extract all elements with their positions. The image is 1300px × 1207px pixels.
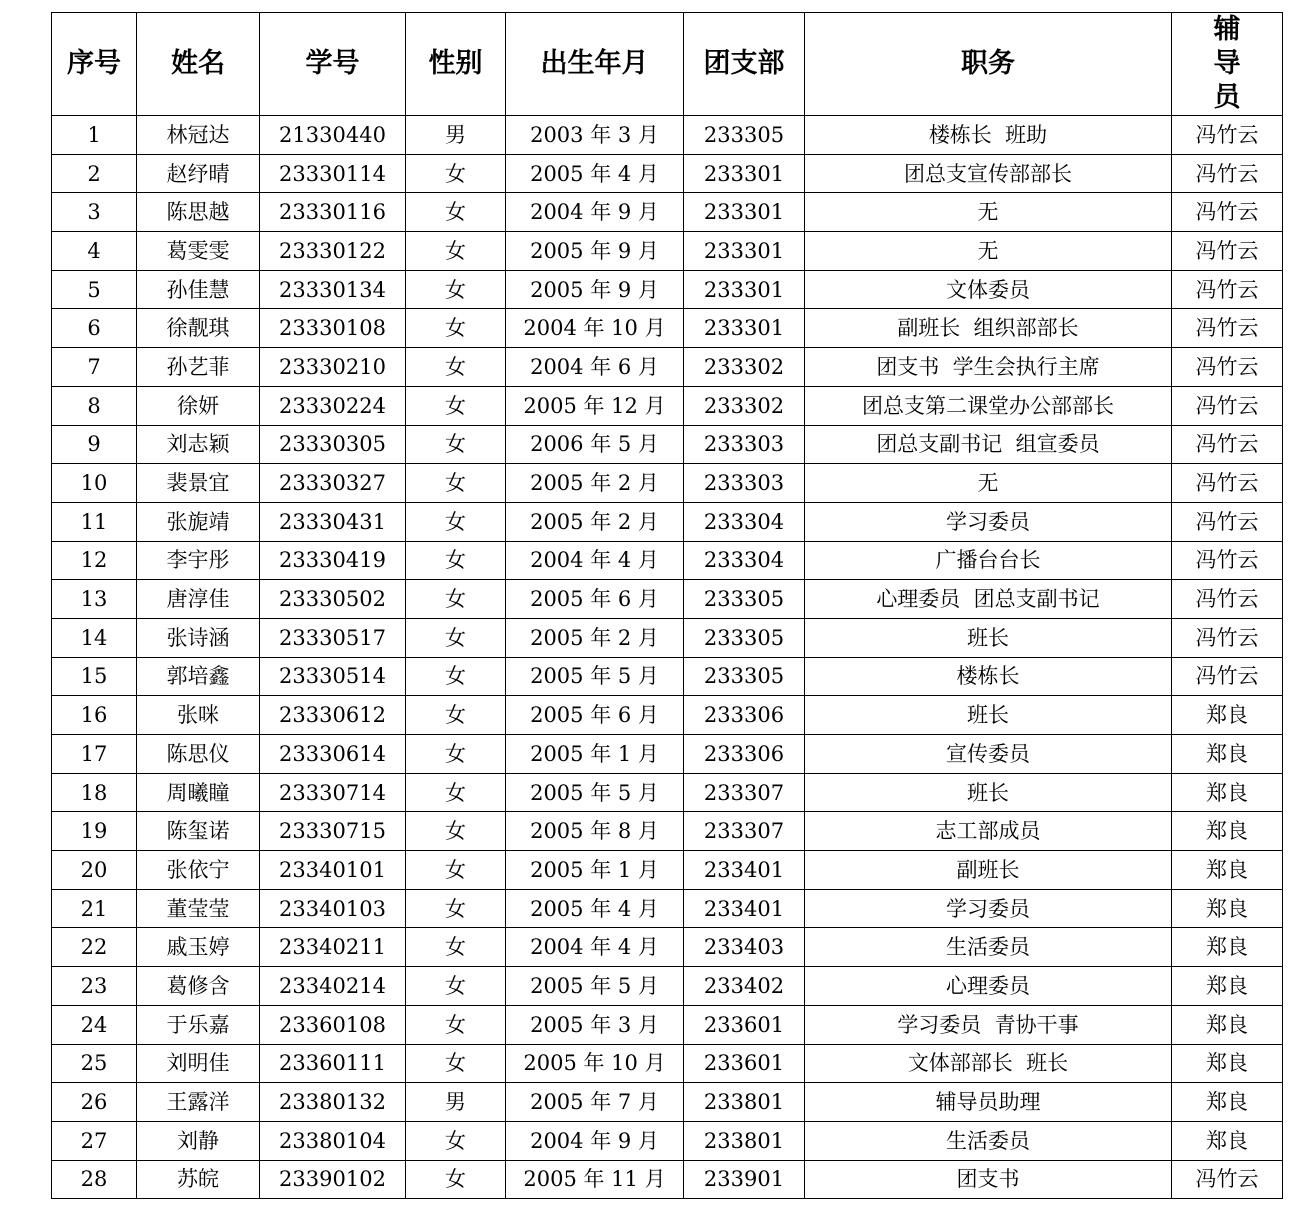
cell-position: 无 <box>805 232 1172 271</box>
cell-counselor: 郑良 <box>1172 1044 1283 1083</box>
cell-index: 13 <box>52 580 137 619</box>
table-row <box>52 1005 1283 1044</box>
cell-position: 生活委员 <box>805 1121 1172 1160</box>
cell-name: 陈思越 <box>137 193 260 232</box>
cell-branch: 233403 <box>684 928 805 967</box>
cell-name: 董莹莹 <box>137 889 260 928</box>
cell-name: 裴景宜 <box>137 464 260 503</box>
cell-branch: 233301 <box>684 270 805 309</box>
cell-position: 学习委员 青协干事 <box>805 1005 1172 1044</box>
cell-name: 戚玉婷 <box>137 928 260 967</box>
cell-gender: 女 <box>406 735 506 774</box>
cell-birth: 2005 年 5 月 <box>506 967 684 1006</box>
cell-branch: 233301 <box>684 232 805 271</box>
table-row <box>52 270 1283 309</box>
cell-branch: 233305 <box>684 580 805 619</box>
cell-index: 26 <box>52 1083 137 1122</box>
cell-counselor: 郑良 <box>1172 851 1283 890</box>
cell-name: 孙艺菲 <box>137 348 260 387</box>
cell-birth: 2004 年 6 月 <box>506 348 684 387</box>
cell-name: 于乐嘉 <box>137 1005 260 1044</box>
header-gender: 性别 <box>406 13 506 116</box>
cell-name: 林冠达 <box>137 116 260 155</box>
cell-counselor: 郑良 <box>1172 1005 1283 1044</box>
cell-counselor: 冯竹云 <box>1172 425 1283 464</box>
cell-branch: 233801 <box>684 1083 805 1122</box>
cell-birth: 2004 年 4 月 <box>506 541 684 580</box>
cell-index: 17 <box>52 735 137 774</box>
cell-index: 12 <box>52 541 137 580</box>
cell-birth: 2004 年 4 月 <box>506 928 684 967</box>
cell-position: 团支书 学生会执行主席 <box>805 348 1172 387</box>
cell-birth: 2005 年 9 月 <box>506 232 684 271</box>
cell-student-id: 23330134 <box>260 270 406 309</box>
cell-gender: 女 <box>406 928 506 967</box>
cell-branch: 233601 <box>684 1005 805 1044</box>
cell-birth: 2005 年 11 月 <box>506 1160 684 1199</box>
table-row <box>52 541 1283 580</box>
cell-branch: 233306 <box>684 696 805 735</box>
cell-student-id: 23330517 <box>260 618 406 657</box>
cell-index: 22 <box>52 928 137 967</box>
cell-student-id: 23330419 <box>260 541 406 580</box>
cell-branch: 233402 <box>684 967 805 1006</box>
cell-student-id: 23330116 <box>260 193 406 232</box>
cell-gender: 女 <box>406 967 506 1006</box>
cell-position: 班长 <box>805 773 1172 812</box>
cell-name: 陈思仪 <box>137 735 260 774</box>
table-row <box>52 193 1283 232</box>
cell-name: 刘明佳 <box>137 1044 260 1083</box>
table-row <box>52 967 1283 1006</box>
cell-branch: 233304 <box>684 502 805 541</box>
table-row <box>52 812 1283 851</box>
cell-name: 陈玺诺 <box>137 812 260 851</box>
cell-counselor: 郑良 <box>1172 773 1283 812</box>
cell-student-id: 23330614 <box>260 735 406 774</box>
table-row <box>52 889 1283 928</box>
cell-index: 4 <box>52 232 137 271</box>
table-row <box>52 154 1283 193</box>
cell-birth: 2005 年 5 月 <box>506 773 684 812</box>
table-body <box>52 116 1283 1199</box>
cell-student-id: 23340103 <box>260 889 406 928</box>
cell-name: 唐淳佳 <box>137 580 260 619</box>
cell-position: 宣传委员 <box>805 735 1172 774</box>
cell-birth: 2005 年 10 月 <box>506 1044 684 1083</box>
cell-index: 27 <box>52 1121 137 1160</box>
cell-index: 5 <box>52 270 137 309</box>
table-row <box>52 464 1283 503</box>
header-birth: 出生年月 <box>506 13 684 116</box>
cell-position: 广播台台长 <box>805 541 1172 580</box>
table-row <box>52 618 1283 657</box>
cell-student-id: 23340101 <box>260 851 406 890</box>
table-row <box>52 696 1283 735</box>
cell-counselor: 冯竹云 <box>1172 618 1283 657</box>
header-counselor: 辅导员 <box>1172 13 1283 116</box>
cell-gender: 女 <box>406 464 506 503</box>
cell-position: 副班长 组织部部长 <box>805 309 1172 348</box>
table-row <box>52 386 1283 425</box>
cell-position: 无 <box>805 464 1172 503</box>
cell-index: 9 <box>52 425 137 464</box>
cell-birth: 2005 年 12 月 <box>506 386 684 425</box>
table-row <box>52 232 1283 271</box>
cell-name: 郭培鑫 <box>137 657 260 696</box>
cell-index: 8 <box>52 386 137 425</box>
table-row <box>52 1121 1283 1160</box>
table-header-row <box>52 13 1283 116</box>
cell-birth: 2004 年 9 月 <box>506 1121 684 1160</box>
cell-counselor: 冯竹云 <box>1172 348 1283 387</box>
cell-student-id: 23340214 <box>260 967 406 1006</box>
cell-branch: 233302 <box>684 386 805 425</box>
cell-index: 23 <box>52 967 137 1006</box>
cell-counselor: 冯竹云 <box>1172 464 1283 503</box>
cell-counselor: 郑良 <box>1172 889 1283 928</box>
cell-student-id: 23330210 <box>260 348 406 387</box>
cell-counselor: 郑良 <box>1172 812 1283 851</box>
cell-birth: 2004 年 10 月 <box>506 309 684 348</box>
cell-index: 2 <box>52 154 137 193</box>
cell-position: 团支书 <box>805 1160 1172 1199</box>
cell-branch: 233301 <box>684 154 805 193</box>
cell-birth: 2005 年 9 月 <box>506 270 684 309</box>
cell-branch: 233306 <box>684 735 805 774</box>
cell-name: 周曦瞳 <box>137 773 260 812</box>
cell-birth: 2004 年 9 月 <box>506 193 684 232</box>
cell-counselor: 郑良 <box>1172 696 1283 735</box>
cell-branch: 233301 <box>684 309 805 348</box>
cell-counselor: 冯竹云 <box>1172 541 1283 580</box>
cell-name: 孙佳慧 <box>137 270 260 309</box>
cell-gender: 女 <box>406 1044 506 1083</box>
cell-index: 28 <box>52 1160 137 1199</box>
cell-student-id: 23330514 <box>260 657 406 696</box>
cell-birth: 2005 年 6 月 <box>506 580 684 619</box>
cell-gender: 女 <box>406 502 506 541</box>
cell-student-id: 23330715 <box>260 812 406 851</box>
table-row <box>52 1083 1283 1122</box>
cell-index: 7 <box>52 348 137 387</box>
cell-name: 张旎靖 <box>137 502 260 541</box>
cell-branch: 233401 <box>684 851 805 890</box>
cell-birth: 2005 年 4 月 <box>506 154 684 193</box>
cell-position: 团总支副书记 组宣委员 <box>805 425 1172 464</box>
cell-student-id: 23330502 <box>260 580 406 619</box>
cell-gender: 女 <box>406 1160 506 1199</box>
cell-name: 刘志颖 <box>137 425 260 464</box>
cell-counselor: 郑良 <box>1172 1083 1283 1122</box>
cell-position: 团总支宣传部部长 <box>805 154 1172 193</box>
cell-name: 李宇彤 <box>137 541 260 580</box>
cell-birth: 2005 年 7 月 <box>506 1083 684 1122</box>
cell-index: 10 <box>52 464 137 503</box>
table-row <box>52 657 1283 696</box>
cell-gender: 女 <box>406 618 506 657</box>
cell-position: 心理委员 <box>805 967 1172 1006</box>
cell-counselor: 郑良 <box>1172 967 1283 1006</box>
cell-name: 张依宁 <box>137 851 260 890</box>
cell-counselor: 冯竹云 <box>1172 193 1283 232</box>
cell-student-id: 23330114 <box>260 154 406 193</box>
table-row <box>52 580 1283 619</box>
cell-branch: 233801 <box>684 1121 805 1160</box>
cell-birth: 2005 年 3 月 <box>506 1005 684 1044</box>
cell-index: 24 <box>52 1005 137 1044</box>
cell-name: 葛雯雯 <box>137 232 260 271</box>
cell-gender: 女 <box>406 851 506 890</box>
cell-branch: 233305 <box>684 618 805 657</box>
cell-student-id: 23330327 <box>260 464 406 503</box>
table-row <box>52 348 1283 387</box>
cell-birth: 2005 年 2 月 <box>506 502 684 541</box>
cell-gender: 女 <box>406 773 506 812</box>
cell-index: 11 <box>52 502 137 541</box>
cell-gender: 女 <box>406 232 506 271</box>
cell-student-id: 23340211 <box>260 928 406 967</box>
cell-name: 赵纾晴 <box>137 154 260 193</box>
cell-name: 徐妍 <box>137 386 260 425</box>
cell-branch: 233303 <box>684 425 805 464</box>
cell-position: 无 <box>805 193 1172 232</box>
cell-gender: 女 <box>406 386 506 425</box>
table-row <box>52 425 1283 464</box>
cell-gender: 女 <box>406 309 506 348</box>
cell-index: 16 <box>52 696 137 735</box>
header-position: 职务 <box>805 13 1172 116</box>
table-row <box>52 851 1283 890</box>
cell-student-id: 23380104 <box>260 1121 406 1160</box>
cell-position: 志工部成员 <box>805 812 1172 851</box>
cell-index: 14 <box>52 618 137 657</box>
cell-birth: 2005 年 4 月 <box>506 889 684 928</box>
cell-student-id: 23330714 <box>260 773 406 812</box>
cell-birth: 2005 年 1 月 <box>506 851 684 890</box>
cell-name: 刘静 <box>137 1121 260 1160</box>
cell-name: 徐靓琪 <box>137 309 260 348</box>
cell-gender: 女 <box>406 270 506 309</box>
cell-position: 楼栋长 <box>805 657 1172 696</box>
cell-name: 张咪 <box>137 696 260 735</box>
cell-birth: 2005 年 2 月 <box>506 464 684 503</box>
student-roster-table <box>51 12 1283 1199</box>
cell-index: 15 <box>52 657 137 696</box>
cell-gender: 女 <box>406 425 506 464</box>
cell-gender: 男 <box>406 116 506 155</box>
cell-branch: 233307 <box>684 812 805 851</box>
cell-name: 王露洋 <box>137 1083 260 1122</box>
cell-position: 文体部部长 班长 <box>805 1044 1172 1083</box>
cell-position: 团总支第二课堂办公部部长 <box>805 386 1172 425</box>
cell-student-id: 23330108 <box>260 309 406 348</box>
cell-gender: 女 <box>406 193 506 232</box>
cell-name: 葛修含 <box>137 967 260 1006</box>
cell-gender: 女 <box>406 580 506 619</box>
cell-counselor: 冯竹云 <box>1172 232 1283 271</box>
cell-position: 辅导员助理 <box>805 1083 1172 1122</box>
cell-branch: 233304 <box>684 541 805 580</box>
cell-birth: 2006 年 5 月 <box>506 425 684 464</box>
cell-index: 3 <box>52 193 137 232</box>
cell-counselor: 冯竹云 <box>1172 386 1283 425</box>
table-row <box>52 1160 1283 1199</box>
cell-gender: 女 <box>406 696 506 735</box>
cell-counselor: 冯竹云 <box>1172 502 1283 541</box>
cell-counselor: 郑良 <box>1172 928 1283 967</box>
header-branch: 团支部 <box>684 13 805 116</box>
cell-position: 文体委员 <box>805 270 1172 309</box>
cell-position: 班长 <box>805 696 1172 735</box>
cell-birth: 2005 年 5 月 <box>506 657 684 696</box>
cell-student-id: 23330612 <box>260 696 406 735</box>
cell-branch: 233302 <box>684 348 805 387</box>
cell-index: 6 <box>52 309 137 348</box>
cell-counselor: 冯竹云 <box>1172 116 1283 155</box>
cell-index: 21 <box>52 889 137 928</box>
cell-branch: 233305 <box>684 657 805 696</box>
cell-counselor: 冯竹云 <box>1172 1160 1283 1199</box>
cell-student-id: 23330224 <box>260 386 406 425</box>
cell-gender: 男 <box>406 1083 506 1122</box>
cell-counselor: 冯竹云 <box>1172 580 1283 619</box>
table-row <box>52 735 1283 774</box>
cell-branch: 233303 <box>684 464 805 503</box>
table-row <box>52 1044 1283 1083</box>
cell-student-id: 23380132 <box>260 1083 406 1122</box>
table-row <box>52 309 1283 348</box>
cell-student-id: 23330305 <box>260 425 406 464</box>
cell-index: 19 <box>52 812 137 851</box>
cell-student-id: 23330431 <box>260 502 406 541</box>
table-row <box>52 116 1283 155</box>
cell-birth: 2005 年 8 月 <box>506 812 684 851</box>
cell-position: 副班长 <box>805 851 1172 890</box>
cell-branch: 233601 <box>684 1044 805 1083</box>
cell-counselor: 冯竹云 <box>1172 154 1283 193</box>
header-index: 序号 <box>52 13 137 116</box>
cell-branch: 233901 <box>684 1160 805 1199</box>
cell-branch: 233401 <box>684 889 805 928</box>
cell-index: 18 <box>52 773 137 812</box>
cell-gender: 女 <box>406 812 506 851</box>
cell-gender: 女 <box>406 541 506 580</box>
cell-branch: 233301 <box>684 193 805 232</box>
cell-birth: 2005 年 6 月 <box>506 696 684 735</box>
cell-position: 生活委员 <box>805 928 1172 967</box>
cell-counselor: 郑良 <box>1172 735 1283 774</box>
cell-name: 张诗涵 <box>137 618 260 657</box>
cell-gender: 女 <box>406 1005 506 1044</box>
cell-counselor: 冯竹云 <box>1172 270 1283 309</box>
table-row <box>52 502 1283 541</box>
cell-student-id: 23360108 <box>260 1005 406 1044</box>
cell-counselor: 冯竹云 <box>1172 309 1283 348</box>
cell-student-id: 23330122 <box>260 232 406 271</box>
header-name: 姓名 <box>137 13 260 116</box>
cell-position: 心理委员 团总支副书记 <box>805 580 1172 619</box>
cell-index: 1 <box>52 116 137 155</box>
table-row <box>52 928 1283 967</box>
cell-gender: 女 <box>406 154 506 193</box>
cell-name: 苏皖 <box>137 1160 260 1199</box>
cell-gender: 女 <box>406 348 506 387</box>
cell-birth: 2003 年 3 月 <box>506 116 684 155</box>
cell-student-id: 21330440 <box>260 116 406 155</box>
cell-counselor: 冯竹云 <box>1172 657 1283 696</box>
cell-position: 学习委员 <box>805 502 1172 541</box>
cell-birth: 2005 年 2 月 <box>506 618 684 657</box>
cell-gender: 女 <box>406 889 506 928</box>
cell-student-id: 23360111 <box>260 1044 406 1083</box>
cell-position: 班长 <box>805 618 1172 657</box>
table-row <box>52 773 1283 812</box>
cell-index: 20 <box>52 851 137 890</box>
cell-gender: 女 <box>406 657 506 696</box>
cell-position: 楼栋长 班助 <box>805 116 1172 155</box>
cell-gender: 女 <box>406 1121 506 1160</box>
cell-branch: 233307 <box>684 773 805 812</box>
cell-birth: 2005 年 1 月 <box>506 735 684 774</box>
cell-student-id: 23390102 <box>260 1160 406 1199</box>
cell-position: 学习委员 <box>805 889 1172 928</box>
header-student-id: 学号 <box>260 13 406 116</box>
cell-branch: 233305 <box>684 116 805 155</box>
cell-counselor: 郑良 <box>1172 1121 1283 1160</box>
cell-index: 25 <box>52 1044 137 1083</box>
